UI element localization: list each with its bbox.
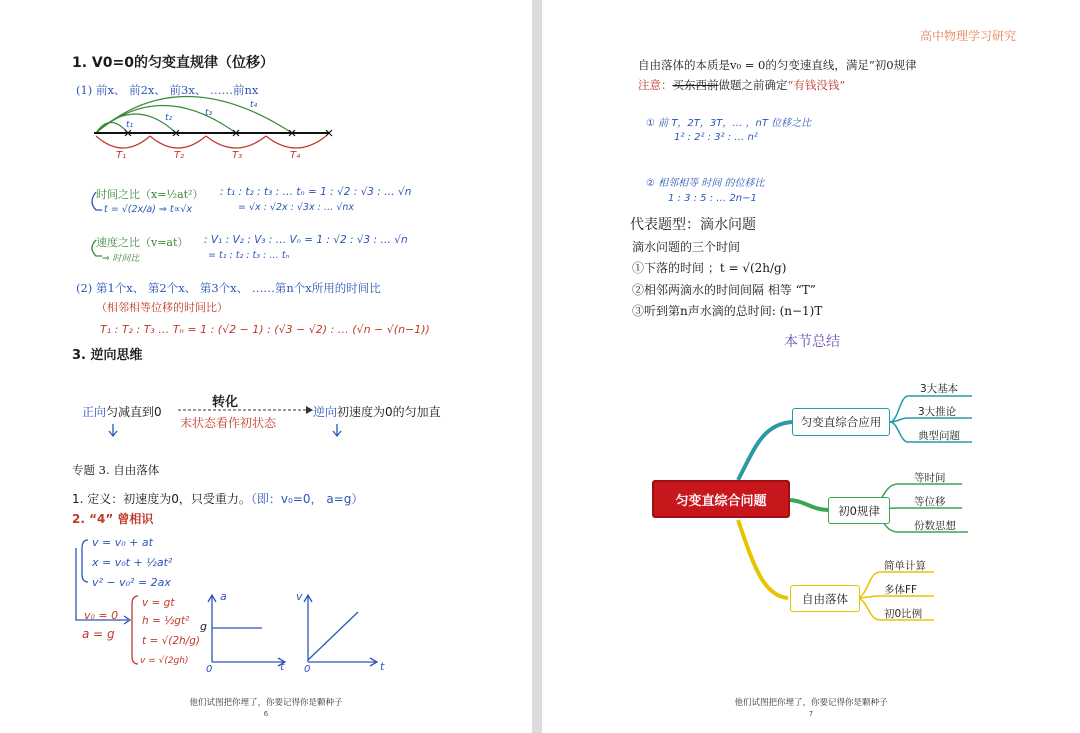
interval-label-T1: T₁: [116, 150, 127, 161]
definition: 1. 定义：初速度为0，只受重力。（即：v₀=0， a=g）: [72, 492, 364, 506]
g-level-label: g: [200, 620, 207, 633]
fall-formula-3: t = √(2h/g): [142, 635, 201, 647]
a-graph-origin: 0: [206, 664, 213, 675]
header-tag: 高中物理学习研究: [920, 29, 1017, 43]
page-number-left: 6: [263, 710, 269, 718]
mindmap-branch-1: 匀变直综合应用: [792, 408, 890, 436]
condition-a: a = g: [82, 627, 115, 641]
mindmap-leaf-3-2: 多体FF: [884, 584, 918, 596]
mindmap-branch-2: 初0规律: [828, 497, 890, 524]
interval-label-T2: T₂: [174, 150, 185, 161]
a-axis-label: a: [220, 590, 227, 603]
interval-label-T4: T₄: [290, 150, 301, 161]
drip-item-2: ②相邻两滴水的时间间隔 相等 “T”: [632, 283, 816, 297]
arc-label-t2: t₂: [165, 113, 173, 123]
item-1-text: (1) 前x、 前2x、 前3x、 ……前nx: [76, 83, 259, 97]
mindmap-leaf-1-1: 3大基本: [920, 383, 959, 395]
arc-label-t1: t₁: [126, 120, 134, 130]
mindmap-connectors: [542, 0, 1080, 733]
topic-title: 专题 3. 自由落体: [72, 463, 160, 477]
summary-title: 本节总结: [784, 334, 840, 350]
section-heading-3: 3. 逆向思维: [72, 348, 143, 363]
page-left: [0, 0, 532, 733]
page-gutter: [532, 0, 542, 733]
drip-title: 滴水问题的三个时间: [632, 240, 741, 254]
time-ratio-sub: = √x : √2x : √3x : … √nx: [238, 202, 355, 213]
time-ratio-equation: : t₁ : t₂ : t₃ : … tₙ = 1 : √2 : √3 : … √n: [220, 186, 412, 198]
mindmap-leaf-3-1: 简单计算: [884, 560, 926, 572]
mindmap-branch-3: 自由落体: [790, 585, 860, 612]
formula-1: v = v₀ + at: [92, 536, 153, 549]
arc-label-t3: t₃: [205, 108, 213, 118]
flow-left: 正向匀减直到0: [82, 405, 162, 419]
item-2-note: （相邻相等位移的时间比）: [96, 301, 228, 314]
mindmap-leaf-2-1: 等时间: [914, 472, 946, 484]
mindmap-leaf-2-3: 份数思想: [914, 520, 956, 532]
v-graph-origin: 0: [304, 664, 311, 675]
mindmap-root: 匀变直综合问题: [652, 480, 790, 518]
page-number-right: 7: [808, 710, 814, 718]
speed-ratio-equation: : V₁ : V₂ : V₃ : … Vₙ = 1 : √2 : √3 : … √n: [204, 234, 408, 246]
fall-formula-2: h = ½gt²: [142, 615, 190, 627]
drip-item-3: ③听到第n声水滴的总时间: (n−1)T: [632, 304, 823, 318]
speed-ratio-sub: = t₁ : t₂ : t₃ : … tₙ: [208, 250, 290, 261]
point-2: ② 相邻相等 时间 的位移比: [646, 178, 765, 189]
formula-2: x = v₀t + ½at²: [92, 556, 173, 569]
point-2-sub: 1 : 3 : 5 : … 2n−1: [668, 193, 757, 204]
time-ratio-note: t = √(2x/a) ⇒ t∝√x: [104, 204, 193, 215]
v-axis-label: v: [296, 590, 303, 603]
flow-right: 逆向初速度为0的匀加直: [313, 405, 441, 419]
point-1: ① 前 T，2T，3T，… ，nT 位移之比: [646, 118, 812, 129]
convert-word: 转化: [212, 395, 239, 410]
item-2-text: (2) 第1个x、 第2个x、 第3个x、 ……第n个x所用的时间比: [76, 281, 381, 295]
page-footer-right: 他们试图把你埋了，你要记得你是颗种子: [734, 698, 888, 708]
v-line: [308, 612, 358, 660]
drip-item-1: ①下落的时间 ；t = √(2h/g): [632, 261, 787, 275]
mindmap-leaf-1-3: 典型问题: [918, 430, 960, 442]
fall-formula-4: v = √(2gh): [140, 656, 189, 666]
point-1-sub: 1² : 2² : 3² : … n²: [674, 132, 758, 143]
a-graph-t-label: t: [280, 660, 285, 673]
formula-3: v² − v₀² = 2ax: [92, 576, 171, 589]
fall-formula-1: v = gt: [142, 597, 175, 609]
four-formulas-heading: 2. “4” 曾相识: [72, 512, 154, 526]
flow-note: 末状态看作初状态: [180, 416, 277, 430]
condition-v0: v₀ = 0: [84, 609, 119, 622]
interval-label-T3: T₃: [232, 150, 243, 161]
arc-label-t4: t₄: [250, 100, 258, 110]
page-footer-left: 他们试图把你埋了，你要记得你是颗种子: [189, 698, 343, 708]
topic-title-drip: 代表题型：滴水问题: [630, 217, 756, 233]
v-graph-t-label: t: [380, 660, 385, 673]
mindmap-leaf-1-2: 3大推论: [918, 406, 957, 418]
speed-ratio-note: ⇒ 时间比: [102, 254, 140, 264]
speed-ratio-label: 速度之比（v=at）: [96, 236, 189, 249]
page-right: [542, 0, 1080, 733]
mindmap-leaf-3-3: 初0比例: [884, 608, 923, 620]
section-heading-1: 1. V0=0的匀变直规律（位移）: [72, 55, 274, 71]
intro-text: 自由落体的本质是v₀ = 0的匀变速直线，满足“初0规律: [638, 58, 917, 72]
note-line: 注意：买东西前做题之前确定“有钱没钱”: [638, 78, 846, 92]
time-ratio-label: 时间之比（x=½at²）: [96, 188, 204, 201]
v-t-graph: [0, 0, 532, 700]
mindmap-leaf-2-2: 等位移: [914, 496, 946, 508]
item-2-equation: T₁ : T₂ : T₃ … Tₙ = 1 : (√2 − 1) : (√3 − √2) : … (√n − √(n−1)): [100, 323, 430, 336]
